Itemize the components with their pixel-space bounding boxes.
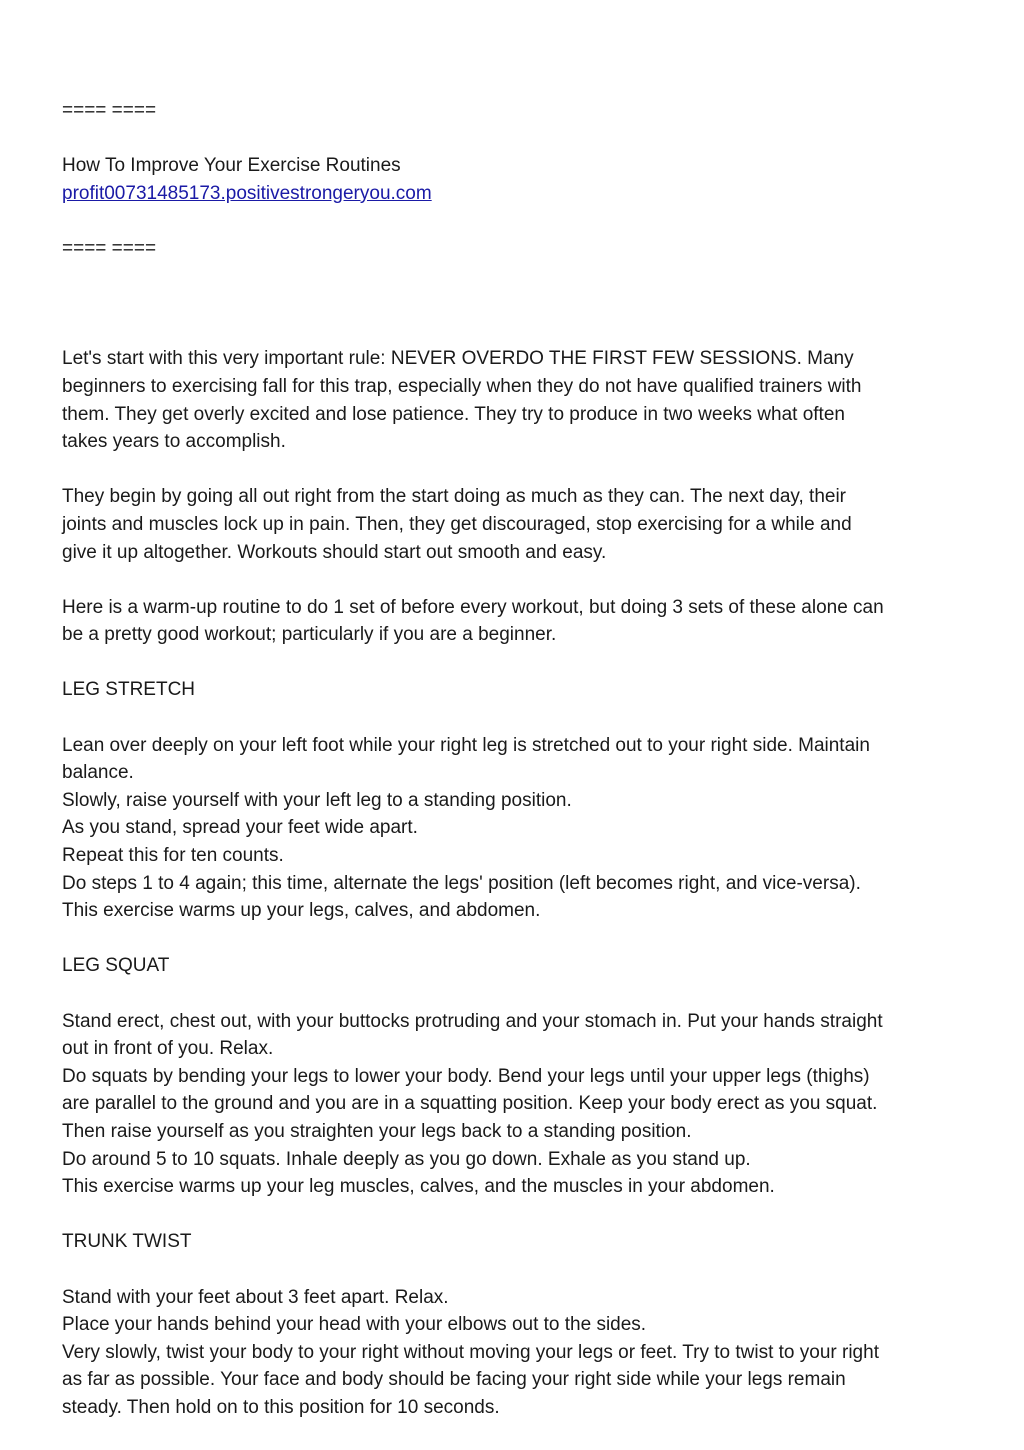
- text-line: joints and muscles lock up in pain. Then, they get discouraged, stop exercising for a while and: [62, 513, 852, 535]
- leg-stretch-instructions: [62, 732, 962, 925]
- intro-paragraph-3: [62, 594, 962, 649]
- text-line: Stand erect, chest out, with your buttocks protruding and your stomach in. Put your hands straight: [62, 1010, 883, 1032]
- spacer: [62, 1201, 962, 1229]
- source-link-line: [62, 180, 962, 208]
- text-line: Slowly, raise yourself with your left leg to a standing position.: [62, 789, 572, 811]
- text-line: Do steps 1 to 4 again; this time, alternate the legs' position (left becomes right, and vice-versa).: [62, 872, 861, 894]
- section-heading-trunk-twist: TRUNK TWIST: [62, 1231, 192, 1253]
- section-heading-leg-squat: LEG SQUAT: [62, 955, 170, 977]
- text-line: Do squats by bending your legs to lower your body. Bend your legs until your upper legs (thighs): [62, 1065, 870, 1087]
- spacer: [62, 290, 962, 318]
- text-line: takes years to accomplish.: [62, 431, 286, 453]
- spacer: [62, 318, 962, 346]
- spacer: [62, 925, 962, 953]
- text-line: beginners to exercising fall for this trap, especially when they do not have qualified trainers with: [62, 375, 862, 397]
- text-line: Place your hands behind your head with your elbows out to the sides.: [62, 1314, 647, 1336]
- source-link[interactable]: profit00731485173.positivestrongeryou.com: [62, 182, 432, 204]
- text-line: They begin by going all out right from the start doing as much as they can. The next day, their: [62, 486, 847, 508]
- text-line: Very slowly, twist your body to your right without moving your legs or feet. Try to twist to your right: [62, 1341, 879, 1363]
- text-line: This exercise warms up your legs, calves, and abdomen.: [62, 900, 541, 922]
- spacer: [62, 125, 962, 153]
- text-line: as far as possible. Your face and body should be facing your right side while your legs remain: [62, 1369, 846, 1391]
- article-title: How To Improve Your Exercise Routines: [62, 155, 401, 177]
- leg-squat-instructions: [62, 1008, 962, 1201]
- text-line: out in front of you. Relax.: [62, 1038, 274, 1060]
- text-line: them. They get overly excited and lose patience. They try to produce in two weeks what often: [62, 403, 845, 425]
- spacer: [62, 649, 962, 677]
- text-line: steady. Then hold on to this position for 10 seconds.: [62, 1396, 500, 1418]
- text-line: Lean over deeply on your left foot while your right leg is stretched out to your right side. Maintain: [62, 734, 870, 756]
- document-body: [62, 97, 962, 1422]
- spacer: [62, 263, 962, 291]
- text-line: Do around 5 to 10 squats. Inhale deeply as you go down. Exhale as you stand up.: [62, 1148, 751, 1170]
- section-heading-leg-stretch: LEG STRETCH: [62, 679, 196, 701]
- spacer: [62, 456, 962, 484]
- text-line: This exercise warms up your leg muscles, calves, and the muscles in your abdomen.: [62, 1176, 775, 1198]
- spacer: [62, 704, 962, 732]
- separator-top: ==== ====: [62, 100, 157, 121]
- text-line: Let's start with this very important rule: NEVER OVERDO THE FIRST FEW SESSIONS. Many: [62, 348, 854, 370]
- text-line: Repeat this for ten counts.: [62, 845, 284, 867]
- spacer: [62, 566, 962, 594]
- text-line: Stand with your feet about 3 feet apart. Relax.: [62, 1286, 449, 1308]
- intro-paragraph-1: [62, 345, 962, 455]
- spacer: [62, 207, 962, 235]
- separator-bottom: ==== ====: [62, 237, 157, 259]
- trunk-twist-instructions: [62, 1284, 962, 1422]
- intro-paragraph-2: [62, 483, 962, 566]
- text-line: be a pretty good workout; particularly if you are a beginner.: [62, 624, 557, 646]
- spacer: [62, 980, 962, 1008]
- text-line: Here is a warm-up routine to do 1 set of before every workout, but doing 3 sets of these alone can: [62, 596, 884, 618]
- text-line: Then raise yourself as you straighten your legs back to a standing position.: [62, 1120, 692, 1142]
- text-line: give it up altogether. Workouts should start out smooth and easy.: [62, 541, 607, 563]
- text-line: are parallel to the ground and you are in a squatting position. Keep your body erect as you squat.: [62, 1093, 878, 1115]
- spacer: [62, 1256, 962, 1284]
- text-line: balance.: [62, 762, 134, 784]
- text-line: As you stand, spread your feet wide apart.: [62, 817, 418, 839]
